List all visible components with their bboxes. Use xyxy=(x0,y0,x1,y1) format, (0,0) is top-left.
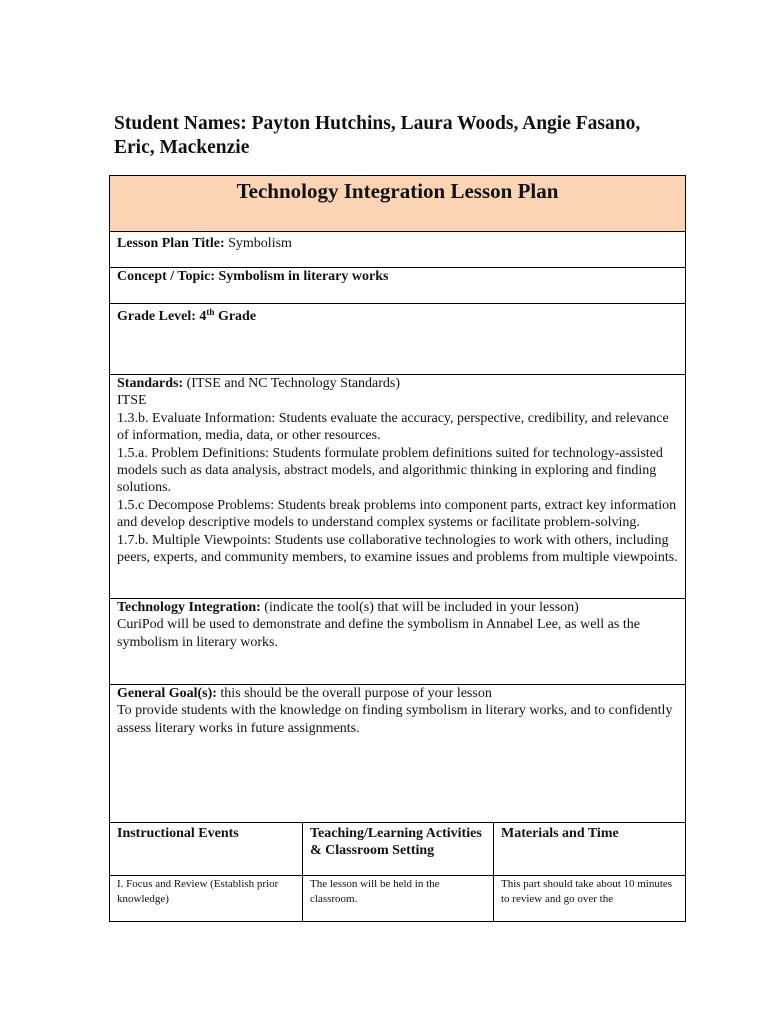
event-setting: The lesson will be held in the classroom. xyxy=(303,876,494,921)
goal-label: General Goal(s): xyxy=(117,686,217,701)
header-instructional-events: Instructional Events xyxy=(110,823,303,875)
standards-row xyxy=(110,374,685,598)
standards-note: (ITSE and NC Technology Standards) xyxy=(186,376,401,391)
grade-label: Grade Level: 4 xyxy=(117,309,207,324)
lesson-plan-title-label: Lesson Plan Title: xyxy=(117,236,225,251)
lesson-plan-table xyxy=(109,175,686,922)
concept-label: Concept / Topic: Symbolism in literary works xyxy=(117,269,389,284)
standards-line: 1.5.c Decompose Problems: Students break problems into component parts, extract key information and develop descriptive models to understand complex systems or facilitate problem-solving. xyxy=(117,497,677,531)
doc-title: Technology Integration Lesson Plan xyxy=(110,176,685,231)
goal-note: this should be the overall purpose of your lesson xyxy=(220,686,492,701)
standards-line: ITSE xyxy=(117,393,147,409)
standards-label: Standards: xyxy=(117,376,184,391)
technology-label: Technology Integration: xyxy=(117,600,261,615)
concept-row xyxy=(110,267,685,303)
standards-line: 1.5.a. Problem Definitions: Students formulate problem definitions suited for technology-assisted models such as data analysis, abstract models, and algorithmic thinking in exploring and finding solutions. xyxy=(117,445,663,496)
grade-row xyxy=(110,303,685,374)
technology-row xyxy=(110,598,685,684)
header-materials-time: Materials and Time xyxy=(501,826,619,841)
events-header-row xyxy=(110,822,685,875)
goal-text: To provide students with the knowledge on finding symbolism in literary works, and to confidently assess literary works in future assignments. xyxy=(117,703,673,736)
technology-note: (indicate the tool(s) that will be included in your lesson) xyxy=(264,600,579,615)
event-time: This part should take about 10 minutes to review and go over the xyxy=(501,878,673,905)
goal-row xyxy=(110,684,685,822)
grade-suffix: Grade xyxy=(214,309,257,324)
event-focus-review: I. Focus and Review (Establish prior knowledge) xyxy=(110,876,303,921)
grade-sup: th xyxy=(206,307,215,317)
standards-line: 1.3.b. Evaluate Information: Students evaluate the accuracy, perspective, credibility, and relevance of information, media, data, or other resources. xyxy=(117,410,669,444)
technology-text: CuriPod will be used to demonstrate and define the symbolism in Annabel Lee, as well as the symbolism in literary works. xyxy=(117,617,640,650)
lesson-plan-title-row xyxy=(110,231,685,267)
lesson-plan-title-value: Symbolism xyxy=(228,236,292,251)
student-names: Student Names: Payton Hutchins, Laura Woods, Angie Fasano, Eric, Mackenzie xyxy=(114,113,641,158)
events-row xyxy=(110,875,685,921)
standards-line: 1.7.b. Multiple Viewpoints: Students use collaborative technologies to work with others, including peers, experts, and community members, to examine issues and problems from multiple viewpoints. xyxy=(117,532,678,566)
header-teaching-learning: Teaching/Learning Activities & Classroom Setting xyxy=(303,823,494,875)
